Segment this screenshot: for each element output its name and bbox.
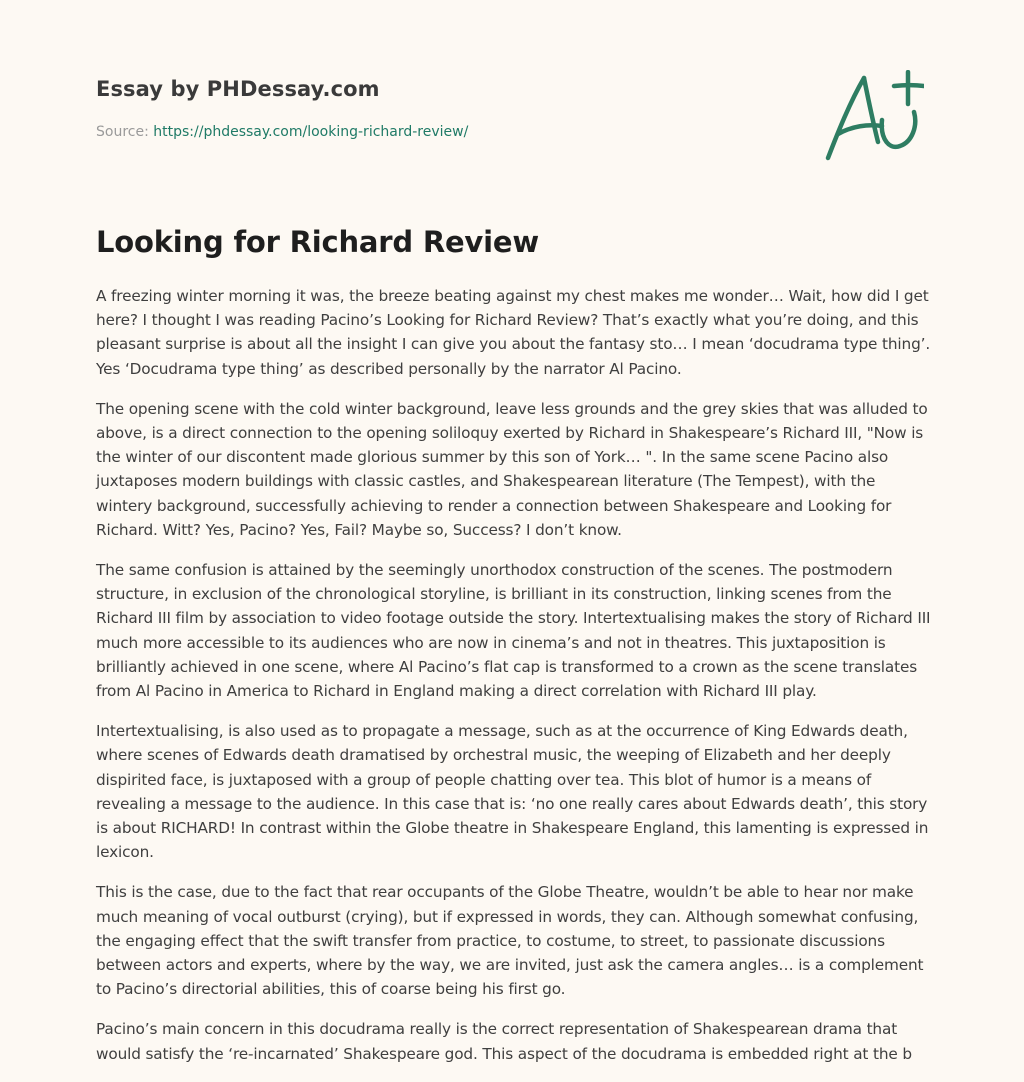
brand-title: Essay by PHDessay.com (96, 77, 380, 101)
a-plus-logo-icon (824, 70, 924, 162)
essay-title: Looking for Richard Review (96, 225, 539, 259)
essay-paragraph: Pacino’s main concern in this docudrama really is the correct representation of Shakespearean drama that would satisfy the ‘re-incarnated’ Shakespeare god. This aspect of the docudrama is embedded right at the b (96, 1020, 912, 1063)
source-link[interactable]: https://phdessay.com/looking-richard-review/ (153, 124, 469, 140)
source-line (96, 124, 468, 140)
essay-paragraph: Intertextualising, is also used as to propagate a message, such as at the occurrence of King Edwards death, where scenes of Edwards death dramatised by orchestral music, the weeping of Elizabeth and her deeply dispirited face, is juxtaposed with a group of people chatting over tea. This blot of humor is a means of revealing a message to the audience. In this case that is: ‘no one really cares about Edwards death’, this story is about RICHARD! In contrast within the Globe theatre in Shakespeare England, this lamenting is expressed in lexicon. (96, 722, 929, 862)
source-label: Source: (96, 124, 149, 140)
essay-paragraph: A freezing winter morning it was, the breeze beating against my chest makes me wonder… Wait, how did I get here? I thought I was reading Pacino’s Looking for Richard Review? That’s exactly what you’re doing, and this pleasant surprise is about all the insight I can give you about the fantasy sto… I mean ‘docudrama type thing’. Yes ‘Docudrama type thing’ as described personally by the narrator Al Pacino. (96, 287, 931, 378)
essay-paragraph: The same confusion is attained by the seemingly unorthodox construction of the scenes. The postmodern structure, in exclusion of the chronological storyline, is brilliant in its construction, linking scenes from the Richard III film by association to video footage outside the story. Intertextualising makes the story of Richard III much more accessible to its audiences who are now in cinema’s and not in theatres. This juxtaposition is brilliantly achieved in one scene, where Al Pacino’s flat cap is transformed to a crown as the scene translates from Al Pacino in America to Richard in England making a direct correlation with Richard III play. (96, 561, 931, 701)
essay-paragraph: This is the case, due to the fact that rear occupants of the Globe Theatre, wouldn’t be able to hear nor make much meaning of vocal outburst (crying), but if expressed in words, they can. Although somewhat confusing, the engaging effect that the swift transfer from practice, to costume, to street, to passionate discussions between actors and experts, where by the way, we are invited, just ask the camera angles… is a complement to Pacino’s directorial abilities, this of coarse being his first go. (96, 883, 924, 999)
essay-body (96, 284, 932, 1082)
essay-paragraph: The opening scene with the cold winter background, leave less grounds and the grey skies that was alluded to above, is a direct connection to the opening soliloquy exerted by Richard in Shakespeare’s Richard III, "Now is the winter of our discontent made glorious summer by this son of York… ". In the same scene Pacino also juxtaposes modern buildings with classic castles, and Shakespearean literature (The Tempest), with the wintery background, successfully achieving to render a connection between Shakespeare and Looking for Richard. Witt? Yes, Pacino? Yes, Fail? Maybe so, Success? I don’t know. (96, 399, 928, 539)
